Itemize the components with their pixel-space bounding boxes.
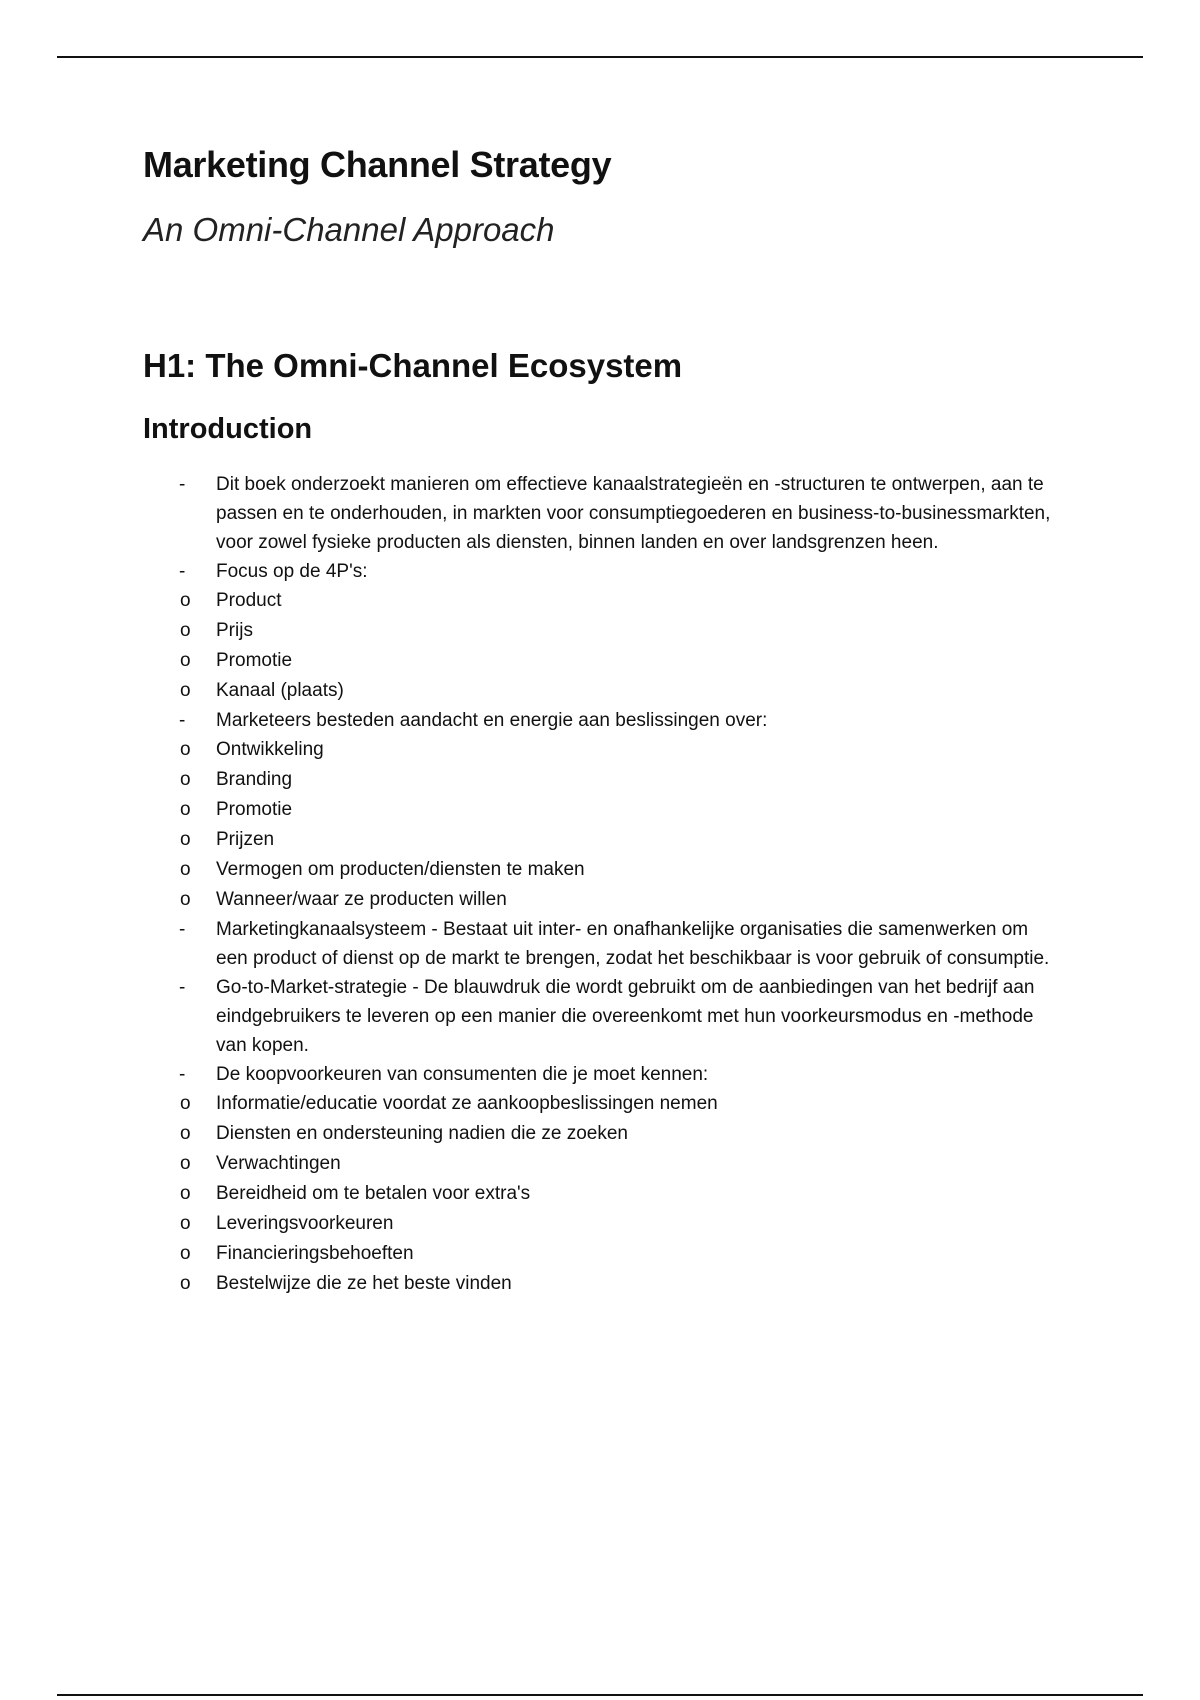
circle-bullet: o (180, 889, 191, 910)
sub-list-item (144, 1239, 1063, 1269)
sub-list-item (144, 795, 1063, 825)
list-item-text: Go-to-Market-strategie - De blauwdruk die wordt gebruikt om de aanbiedingen van het bedrijf aan eindgebruikers te leveren op een manier die overeenkomt met hun voorkeursmodus en -methode van kopen. (216, 977, 1035, 1056)
sub-list-item-text: Vermogen om producten/diensten te maken (216, 859, 585, 880)
list-item-text: De koopvoorkeuren van consumenten die je moet kennen: (216, 1064, 709, 1085)
list-item (143, 1060, 1063, 1299)
list-item (143, 470, 1063, 557)
sub-list-item-text: Prijs (216, 620, 253, 641)
list-item-text: Marketeers besteden aandacht en energie aan beslissingen over: (216, 710, 768, 731)
list-item (143, 973, 1063, 1060)
dash-bullet: - (179, 710, 186, 731)
circle-bullet: o (180, 1273, 191, 1294)
list-item-text: Dit boek onderzoekt manieren om effectieve kanaalstrategieën en -structuren te ontwerpen, aan te passen en te onderhouden, in markten voor consumptiegoederen en business-to-businessmarkten, voor zowel fysieke producten als diensten, binnen landen en over landsgrenzen heen. (216, 474, 1051, 553)
sub-list-item (144, 885, 1063, 915)
document-title: Marketing Channel Strategy (143, 144, 612, 185)
circle-bullet: o (180, 829, 191, 850)
circle-bullet: o (180, 590, 191, 611)
sub-list-item-text: Bestelwijze die ze het beste vinden (216, 1273, 512, 1294)
section-heading: Introduction (143, 413, 313, 445)
circle-bullet: o (180, 1183, 191, 1204)
circle-bullet: o (180, 799, 191, 820)
dash-bullet: - (179, 561, 186, 582)
sub-list-item (144, 765, 1063, 795)
list-item (143, 706, 1063, 915)
sub-list-item-text: Financieringsbehoeften (216, 1243, 414, 1264)
circle-bullet: o (180, 620, 191, 641)
list-item-text: Focus op de 4P's: (216, 561, 368, 582)
page-content (143, 142, 1063, 1299)
sub-list-item (144, 825, 1063, 855)
circle-bullet: o (180, 769, 191, 790)
circle-bullet: o (180, 1093, 191, 1114)
sub-list-item-text: Verwachtingen (216, 1153, 341, 1174)
sub-list-item-text: Kanaal (plaats) (216, 680, 344, 701)
sub-list-item-text: Diensten en ondersteuning nadien die ze zoeken (216, 1123, 628, 1144)
sub-list (180, 1089, 1063, 1299)
sub-list-item (144, 646, 1063, 676)
dash-bullet: - (179, 1064, 186, 1085)
sub-list-item-text: Promotie (216, 799, 293, 820)
circle-bullet: o (180, 1123, 191, 1144)
sub-list-item (144, 586, 1063, 616)
sub-list-item (144, 855, 1063, 885)
circle-bullet: o (180, 739, 191, 760)
sub-list-item-text: Ontwikkeling (216, 739, 324, 760)
sub-list-item (144, 1209, 1063, 1239)
footer-rule (57, 1694, 1143, 1696)
sub-list (180, 586, 1063, 706)
circle-bullet: o (180, 1243, 191, 1264)
sub-list-item-text: Bereidheid om te betalen voor extra's (216, 1183, 531, 1204)
sub-list (180, 735, 1063, 915)
list-item (143, 915, 1063, 973)
chapter-heading: H1: The Omni-Channel Ecosystem (143, 347, 683, 384)
sub-list-item-text: Product (216, 590, 282, 611)
sub-list-item (144, 676, 1063, 706)
document-subtitle: An Omni-Channel Approach (143, 211, 555, 248)
sub-list-item (144, 1149, 1063, 1179)
circle-bullet: o (180, 1213, 191, 1234)
bullet-list (143, 470, 1063, 1299)
header-rule (57, 56, 1143, 58)
sub-list-item-text: Informatie/educatie voordat ze aankoopbeslissingen nemen (216, 1093, 718, 1114)
sub-list-item-text: Wanneer/waar ze producten willen (216, 889, 507, 910)
circle-bullet: o (180, 680, 191, 701)
dash-bullet: - (179, 977, 186, 998)
sub-list-item-text: Prijzen (216, 829, 275, 850)
dash-bullet: - (179, 474, 186, 495)
list-item-text: Marketingkanaalsysteem - Bestaat uit inter- en onafhankelijke organisaties die samenwerken om een product of dienst op de markt te brengen, zodat het beschikbaar is voor gebruik of consumptie. (216, 919, 1050, 969)
sub-list-item-text: Leveringsvoorkeuren (216, 1213, 394, 1234)
sub-list-item-text: Promotie (216, 650, 293, 671)
dash-bullet: - (179, 919, 186, 940)
sub-list-item (144, 1179, 1063, 1209)
sub-list-item (144, 1269, 1063, 1299)
sub-list-item (144, 735, 1063, 765)
circle-bullet: o (180, 859, 191, 880)
sub-list-item (144, 1119, 1063, 1149)
sub-list-item-text: Branding (216, 769, 293, 790)
circle-bullet: o (180, 650, 191, 671)
circle-bullet: o (180, 1153, 191, 1174)
list-item (143, 557, 1063, 706)
sub-list-item (144, 616, 1063, 646)
sub-list-item (144, 1089, 1063, 1119)
